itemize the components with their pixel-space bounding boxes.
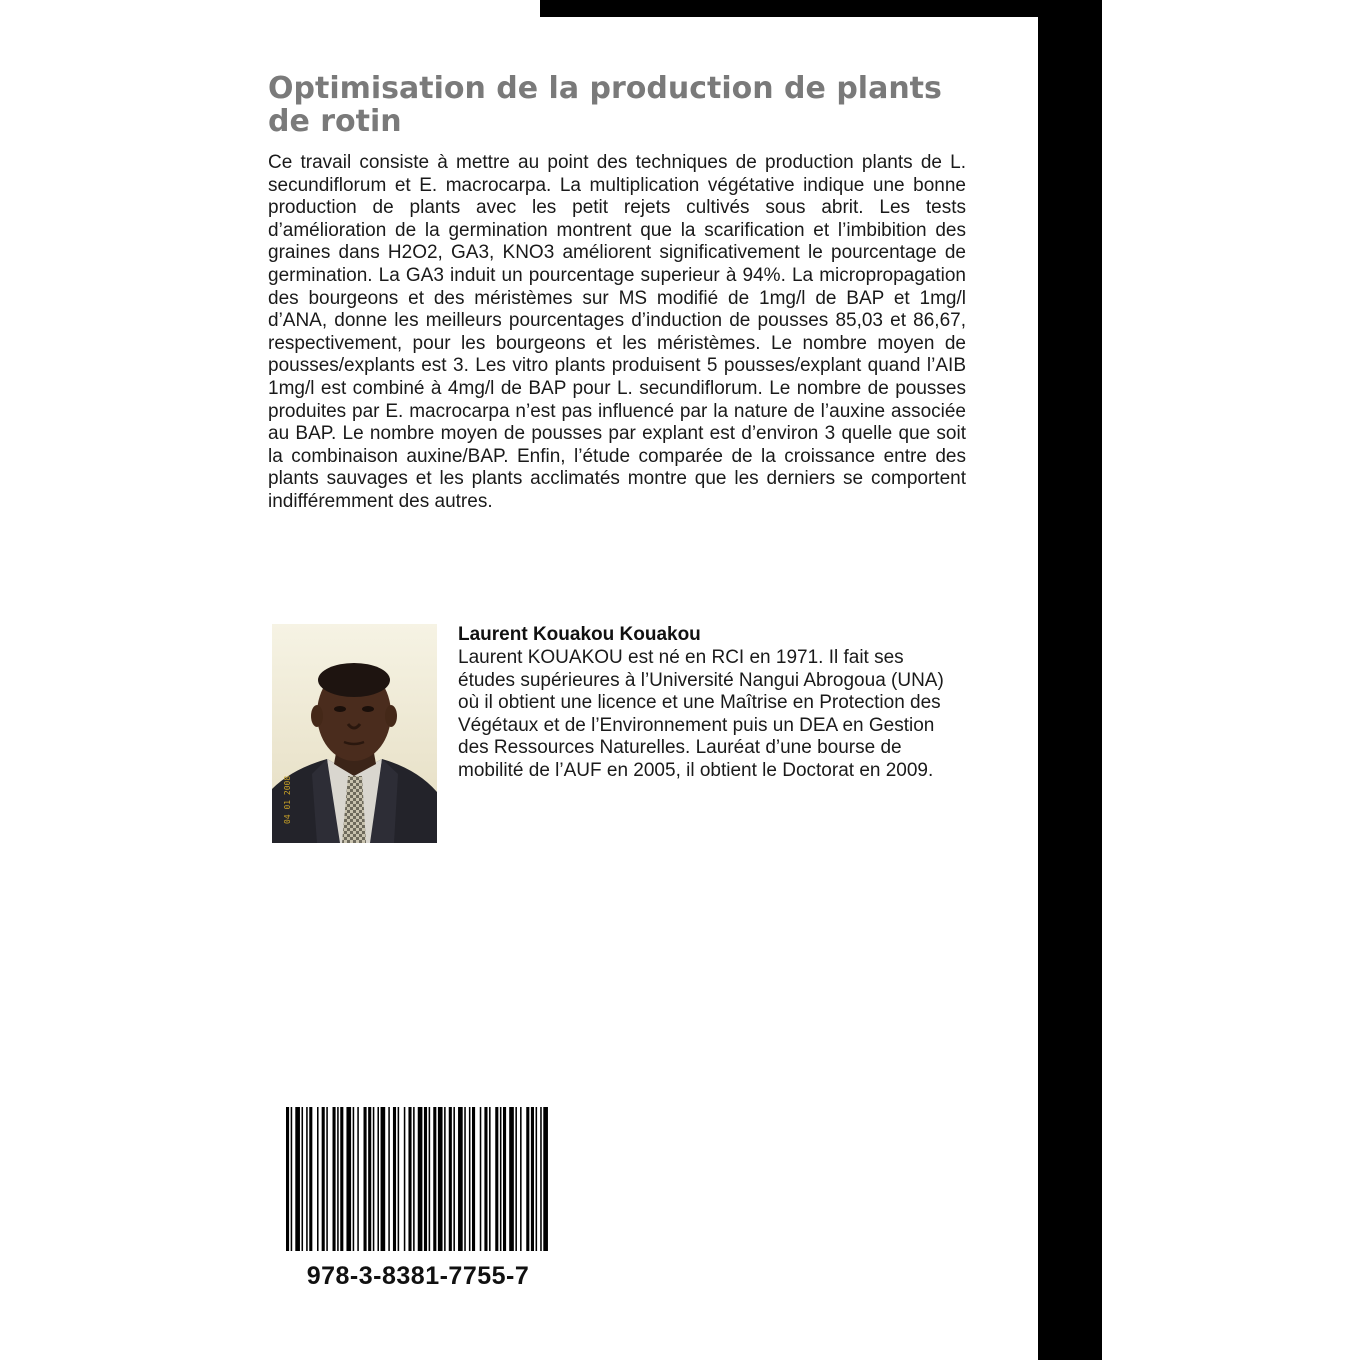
- barcode-bar: [469, 1107, 471, 1251]
- barcode-bar: [398, 1107, 400, 1251]
- barcode-bar: [317, 1107, 319, 1251]
- book-abstract: Ce travail consiste à mettre au point des techniques de production plants de L. secundiflorum et E. macrocarpa. La multiplication végétative indique une bonne production de plants avec les petit rejets cultivés sous abrit. Les tests d’amélioration de la germination montrent que la scarification et l’imbibition des graines dans H2O2, GA3, KNO3 améliorent significativement le pourcentage de germination. La GA3 induit un pourcentage superieur à 94%. La micropropagation des bourgeons et des méristèmes sur MS modifié de 1mg/l de BAP et 1mg/l d’ANA, donne les meilleurs pourcentages d’induction de pousses 85,03 et 86,67, respectivement, pour les bourgeons et les méristèmes. Le nombre moyen de pousses/explants est 3. Les vitro plants produisent 5 pousses/explant quand l’AIB 1mg/l est combiné à 4mg/l de BAP pour L. secundiflorum. Le nombre de pousses produites par E. macrocarpa n’est pas influencé par la nature de l’auxine associée au BAP. Le nombre moyen de pousses par explant est d’environ 3 quelle que soit la combinaison auxine/BAP. Enfin, l’étude comparée de la croissance entre des plants sauvages et les plants acclimatés montre que les derniers se comportent indifféremment des autres.: [268, 152, 966, 512]
- barcode-bar: [381, 1107, 386, 1251]
- barcode-bar: [326, 1107, 328, 1251]
- barcode-bar: [531, 1107, 534, 1251]
- barcode-bar: [484, 1107, 487, 1251]
- barcode-bar: [353, 1107, 355, 1251]
- barcode-bar: [509, 1107, 514, 1251]
- barcode-bar: [357, 1107, 359, 1251]
- book-title: Optimisation de la production de plants de rotin: [268, 71, 942, 139]
- barcode-bar: [480, 1107, 482, 1251]
- barcode-bar: [536, 1107, 538, 1251]
- barcode-bar: [337, 1107, 339, 1251]
- book-spine: [1038, 0, 1102, 1360]
- barcode-bar: [418, 1107, 423, 1251]
- barcode-bar: [453, 1107, 455, 1251]
- barcode-bar: [458, 1107, 463, 1251]
- barcode-bar: [503, 1107, 506, 1251]
- barcode-bar: [368, 1107, 371, 1251]
- barcode-bar: [346, 1107, 351, 1251]
- barcode-bar: [515, 1107, 517, 1251]
- barcode-bar: [464, 1107, 466, 1251]
- barcode-bar: [500, 1107, 502, 1251]
- barcode-bar: [404, 1107, 406, 1251]
- barcode-bar: [340, 1107, 343, 1251]
- barcode-bar: [424, 1107, 427, 1251]
- photo-date-stamp: 04 01 2008: [283, 775, 292, 824]
- barcode-bar: [429, 1107, 431, 1251]
- barcode-bar: [373, 1107, 375, 1251]
- isbn-barcode: [284, 1107, 552, 1251]
- barcode-bar: [433, 1107, 436, 1251]
- barcode-bar: [489, 1107, 491, 1251]
- barcode-bar: [286, 1107, 289, 1251]
- author-name: Laurent Kouakou Kouakou: [458, 624, 701, 645]
- barcode-bar: [295, 1107, 300, 1251]
- barcode-bar: [438, 1107, 443, 1251]
- barcode-bar: [526, 1107, 529, 1251]
- barcode-bar: [388, 1107, 390, 1251]
- cover-top-edge: [540, 0, 1102, 17]
- barcode-bar: [449, 1107, 452, 1251]
- barcode-bar: [333, 1107, 336, 1251]
- barcode-bar: [306, 1107, 308, 1251]
- barcode-bar: [322, 1107, 325, 1251]
- barcode-bar: [540, 1107, 542, 1251]
- barcode-bar: [309, 1107, 312, 1251]
- barcode-bar: [291, 1107, 293, 1251]
- barcode-bar: [302, 1107, 304, 1251]
- barcode-bar: [444, 1107, 446, 1251]
- barcode-bar: [472, 1107, 475, 1251]
- barcode-bar: [413, 1107, 415, 1251]
- barcode-bar: [364, 1107, 367, 1251]
- author-photo: [272, 624, 437, 843]
- isbn-number: 978-3-8381-7755-7: [306, 1262, 530, 1290]
- barcode-bar: [520, 1107, 522, 1251]
- barcode-bar: [393, 1107, 396, 1251]
- author-bio: Laurent KOUAKOU est né en RCI en 1971. Il fait ses études supérieures à l’Université Nangui Abrogoua (UNA) où il obtient une licence et une Maîtrise en Protection des Végétaux et de l’Environnement puis un DEA en Gestion des Ressources Naturelles. Lauréat d’une bourse de mobilité de l’AUF en 2005, il obtient le Doctorat en 2009.: [458, 647, 944, 781]
- barcode-bar: [408, 1107, 411, 1251]
- barcode-bar: [377, 1107, 379, 1251]
- barcode-bar: [495, 1107, 498, 1251]
- barcode-bar: [543, 1107, 548, 1251]
